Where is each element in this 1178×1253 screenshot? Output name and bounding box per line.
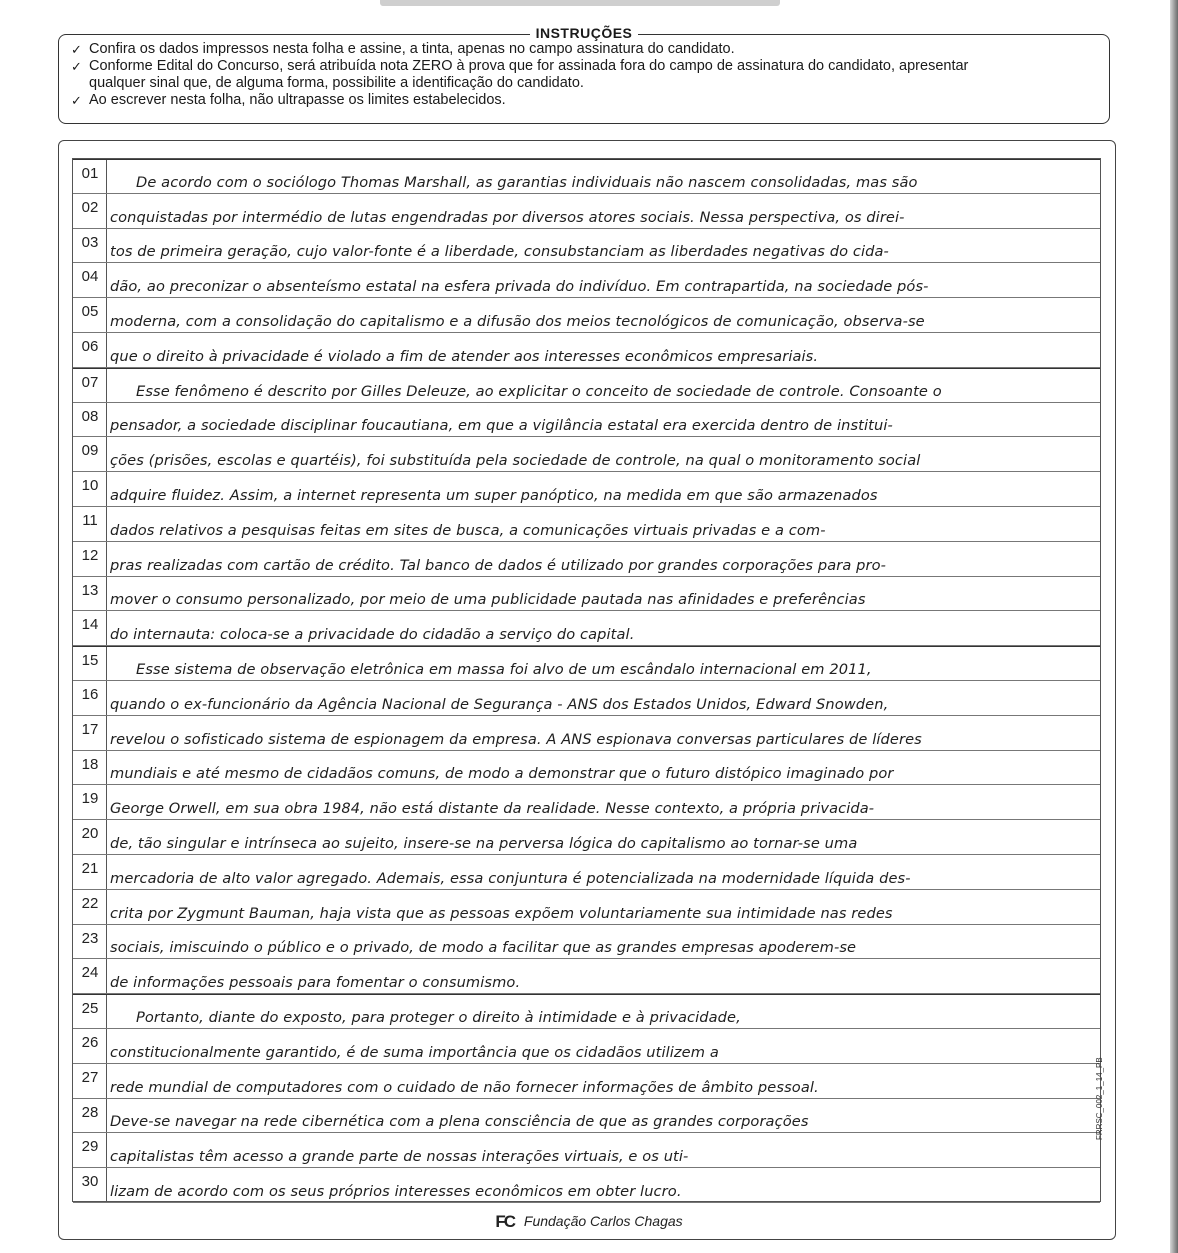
- handwritten-text: capitalistas têm acesso a grande parte de nossas interações virtuais, e os uti-: [110, 1148, 689, 1166]
- line-number: 30: [81, 1173, 99, 1191]
- handwritten-text: revelou o sofisticado sistema de espionagem da empresa. A ANS espionava conversas particulares de líderes: [110, 730, 922, 748]
- instruction-item-continuation: qualquer sinal que, de alguma forma, possibilite a identificação do candidato.: [89, 75, 584, 91]
- instructions-list: [59, 35, 1109, 109]
- answer-line: [73, 472, 1100, 507]
- handwritten-text: ções (prisões, escolas e quartéis), foi substituída pela sociedade de controle, na qual o monitoramento social: [110, 452, 921, 470]
- handwritten-text: adquire fluidez. Assim, a internet representa um super panóptico, na medida em que são armazenados: [110, 486, 878, 504]
- check-icon: ✓: [71, 59, 82, 74]
- answer-line: [73, 890, 1100, 925]
- line-number: 05: [81, 303, 99, 321]
- check-icon: ✓: [71, 42, 82, 57]
- handwritten-text: dados relativos a pesquisas feitas em sites de busca, a comunicações virtuais privadas e a com-: [110, 521, 826, 539]
- handwritten-text: quando o ex-funcionário da Agência Nacional de Segurança - ANS dos Estados Unidos, Edward Snowden,: [110, 695, 889, 713]
- handwritten-text: crita por Zygmunt Bauman, haja vista que as pessoas expõem voluntariamente sua intimidade nas redes: [110, 904, 893, 922]
- line-number: 17: [81, 720, 99, 738]
- instruction-item: ✓ Ao escrever nesta folha, não ultrapasse os limites estabelecidos.: [71, 92, 506, 108]
- page-edge-shadow: [1170, 0, 1178, 1253]
- answer-line: [73, 403, 1100, 438]
- line-number: 11: [82, 512, 98, 529]
- handwritten-text: rede mundial de computadores com o cuidado de não fornecer informações de âmbito pessoal.: [110, 1078, 819, 1096]
- line-number: 15: [81, 652, 99, 670]
- answer-line: [73, 785, 1100, 820]
- line-number: 29: [81, 1138, 99, 1156]
- handwritten-text: do internauta: coloca-se a privacidade do cidadão a serviço do capital.: [110, 626, 635, 644]
- handwritten-text: de informações pessoais para fomentar o consumismo.: [110, 974, 521, 992]
- answer-line: [73, 646, 1100, 681]
- answer-line: [73, 263, 1100, 298]
- handwritten-text: moderna, com a consolidação do capitalismo e a difusão dos meios tecnológicos de comunicação, observa-se: [110, 312, 925, 330]
- line-number: 02: [81, 198, 99, 216]
- answer-line: [73, 1168, 1100, 1203]
- line-number: 14: [81, 616, 99, 634]
- instruction-item: ✓ Conforme Edital do Concurso, será atribuída nota ZERO à prova que for assinada fora do campo de assinatura do candidato, apresentar: [71, 58, 969, 74]
- handwritten-text: lizam de acordo com os seus próprios interesses econômicos em obter lucro.: [110, 1182, 682, 1200]
- line-number: 20: [81, 825, 99, 843]
- answer-line: [73, 820, 1100, 855]
- line-number: 23: [81, 929, 99, 947]
- line-number: 10: [81, 477, 99, 495]
- answer-line: [73, 1029, 1100, 1064]
- handwritten-text: George Orwell, em sua obra 1984, não está distante da realidade. Nesse contexto, a própria privacida-: [110, 800, 875, 818]
- line-number: 24: [81, 964, 99, 982]
- footer-org-name: Fundação Carlos Chagas: [523, 1213, 683, 1229]
- handwritten-text: sociais, imiscuindo o público e o privado, de modo a facilitar que as grandes empresas apoderem-se: [110, 939, 857, 957]
- answer-grid: [72, 158, 1101, 1202]
- answer-line: [73, 716, 1100, 751]
- handwritten-text: conquistadas por intermédio de lutas engendradas por diversos atores sociais. Nessa perspectiva, os direi-: [110, 208, 905, 226]
- instructions-title: INSTRUÇÕES: [530, 25, 639, 41]
- answer-line: [73, 751, 1100, 786]
- line-number: 12: [81, 546, 99, 564]
- answer-line: [73, 333, 1100, 368]
- line-number: 16: [81, 686, 99, 703]
- instruction-item: ✓ Confira os dados impressos nesta folha e assine, a tinta, apenas no campo assinatura do candidato.: [71, 41, 735, 57]
- answer-line: [73, 159, 1100, 194]
- answer-line: [73, 925, 1100, 960]
- answer-line: [73, 611, 1100, 646]
- handwritten-text: Esse sistema de observação eletrônica em massa foi alvo de um escândalo internacional em 2011,: [136, 660, 872, 678]
- line-number: 04: [81, 268, 99, 286]
- answer-line: [73, 681, 1100, 716]
- handwritten-text: De acordo com o sociólogo Thomas Marshall, as garantias individuais não nascem consolidadas, mas são: [136, 173, 918, 191]
- line-number: 18: [81, 755, 99, 773]
- answer-line: [73, 437, 1100, 472]
- handwritten-text: Portanto, diante do exposto, para proteger o direito à intimidade e à privacidade,: [136, 1008, 741, 1026]
- answer-line: [73, 1099, 1100, 1134]
- line-number: 08: [81, 407, 99, 425]
- line-number: 27: [81, 1068, 99, 1086]
- handwritten-text: pras realizadas com cartão de crédito. Tal banco de dados é utilizado por grandes corporações para pro-: [110, 556, 887, 574]
- top-edge-strip: [380, 0, 780, 6]
- check-icon: ✓: [71, 93, 82, 108]
- handwritten-text: mercadoria de alto valor agregado. Ademais, essa conjuntura é potencializada na modernidade líquida des-: [110, 869, 911, 887]
- instructions-box: [58, 25, 1110, 124]
- handwritten-text: Deve-se navegar na rede cibernética com a plena consciência de que as grandes corporações: [110, 1113, 809, 1131]
- line-number: 03: [81, 233, 99, 251]
- line-number: 09: [81, 442, 99, 460]
- handwritten-text: dão, ao preconizar o absenteísmo estatal na esfera privada do indivíduo. Em contrapartida, na sociedade pós-: [110, 278, 929, 296]
- line-number: 21: [81, 860, 99, 877]
- answer-line: [73, 542, 1100, 577]
- answer-line: [73, 577, 1100, 612]
- answer-line: [73, 298, 1100, 333]
- line-number: 07: [81, 373, 99, 391]
- form-code: FRRSC_002_1_14_PB: [1095, 1057, 1104, 1140]
- handwritten-text: mover o consumo personalizado, por meio de uma publicidade pautada nas afinidades e preferências: [110, 591, 866, 609]
- handwritten-text: Esse fenômeno é descrito por Gilles Deleuze, ao explicitar o conceito de sociedade de controle. Consoante o: [136, 382, 942, 400]
- answer-line: [73, 994, 1100, 1029]
- answer-line: [73, 855, 1100, 890]
- handwritten-text: de, tão singular e intrínseca ao sujeito, insere-se na perversa lógica do capitalismo ao tornar-se uma: [110, 834, 858, 852]
- handwritten-text: mundiais e até mesmo de cidadãos comuns, de modo a demonstrar que o futuro distópico imaginado por: [110, 765, 894, 783]
- line-number: 26: [81, 1034, 99, 1051]
- line-number: 28: [81, 1103, 99, 1121]
- answer-line: [73, 229, 1100, 264]
- fcc-logo: FC: [495, 1212, 514, 1231]
- line-number: 19: [81, 790, 99, 808]
- answer-line: [73, 507, 1100, 542]
- answer-line: [73, 1133, 1100, 1168]
- line-number: 25: [81, 1000, 99, 1018]
- handwritten-text: constitucionalmente garantido, é de suma importância que os cidadãos utilizem a: [110, 1043, 719, 1061]
- line-number: 22: [81, 894, 99, 912]
- handwritten-text: pensador, a sociedade disciplinar foucautiana, em que a vigilância estatal era exercida dentro de institui-: [110, 417, 893, 435]
- handwritten-text: tos de primeira geração, cujo valor-fonte é a liberdade, consubstanciam as liberdades negativas do cida-: [110, 243, 889, 261]
- line-number: 01: [81, 165, 99, 182]
- line-number: 06: [81, 338, 99, 355]
- answer-line: [73, 959, 1100, 994]
- answer-line: [73, 194, 1100, 229]
- footer: [0, 1212, 1178, 1232]
- answer-line: [73, 368, 1100, 403]
- answer-line: [73, 1064, 1100, 1099]
- line-number: 13: [81, 581, 99, 599]
- handwritten-text: que o direito à privacidade é violado a fim de atender aos interesses econômicos empresariais.: [110, 347, 819, 365]
